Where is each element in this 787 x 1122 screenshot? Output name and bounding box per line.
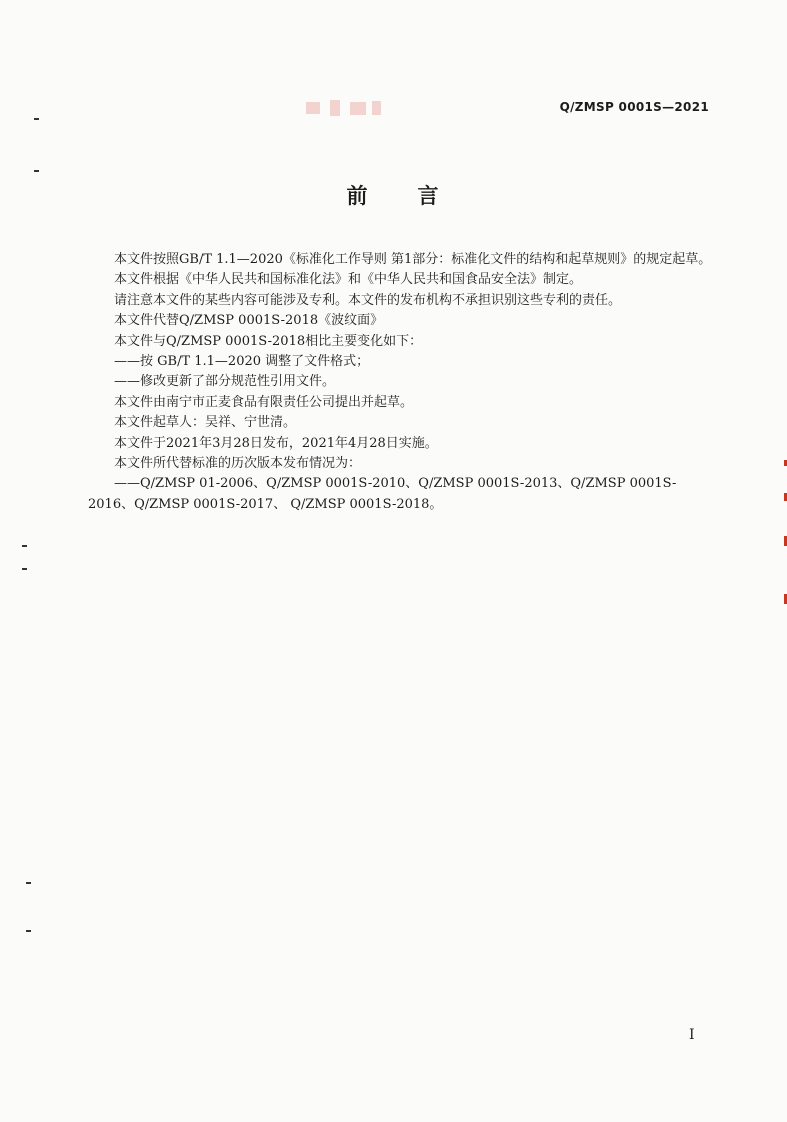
scan-mark [34,118,39,120]
paragraph: 本文件由南宁市正麦食品有限责任公司提出并起草。 [114,394,414,410]
list-item: ——修改更新了部分规范性引用文件。 [114,374,336,390]
paragraph: 请注意本文件的某些内容可能涉及专利。本文件的发布机构不承担识别这些专利的责任。 [114,292,622,308]
paragraph: 本文件按照GB/T 1.1—2020《标准化工作导则 第1部分：标准化文件的结构和起草规则》的规定起草。 [114,252,712,267]
page-number: I [689,1027,695,1043]
paragraph: 本文件代替Q/ZMSP 0001S-2018《波纹面》 [114,313,384,329]
paragraph: 本文件所代替标准的历次版本发布情况为： [114,456,362,472]
faint-stamp-mark [300,96,390,122]
list-item: ——按 GB/T 1.1—2020 调整了文件格式； [114,354,370,370]
scan-mark [26,882,31,884]
document-code: Q/ZMSP 0001S—2021 [559,100,709,114]
paragraph: 本文件与Q/ZMSP 0001S-2018相比主要变化如下： [114,333,423,349]
paragraph: 本文件根据《中华人民共和国标准化法》和《中华人民共和国食品安全法》制定。 [114,272,583,288]
paragraph: 本文件起草人：吴祥、宁世清。 [114,415,297,431]
foreword-body [88,250,714,515]
paragraph: 本文件于2021年3月28日发布，2021年4月28日实施。 [114,435,438,451]
scan-mark [22,545,27,547]
scan-mark [22,568,27,570]
scan-mark [34,170,39,172]
list-item: ——Q/ZMSP 01-2006、Q/ZMSP 0001S-2010、Q/ZMSP 0001S-2013、Q/ZMSP 0001S-2016、Q/ZMSP 0001S-2017、 Q/ZMSP 0001S-2018。 [88,476,677,512]
title-char-1: 前 [346,183,370,208]
title-char-2: 言 [417,183,441,208]
scan-mark [26,930,31,932]
section-title [0,180,787,210]
